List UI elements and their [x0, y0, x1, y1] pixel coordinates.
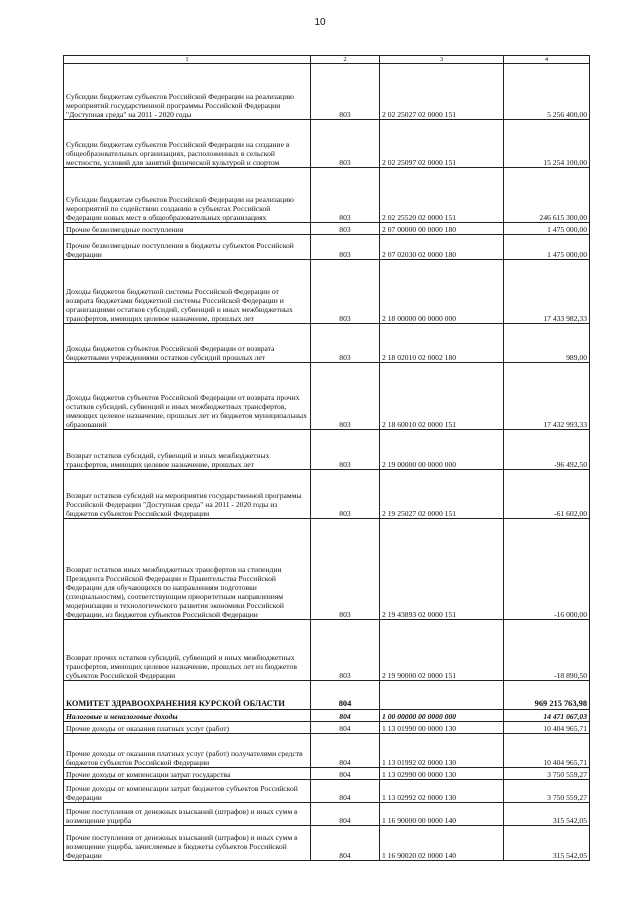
- table-header-row: [64, 56, 590, 64]
- row-classification-code: 1 16 90020 02 0000 140: [380, 826, 504, 861]
- table-row: [64, 120, 590, 168]
- column-header: 1: [64, 56, 311, 64]
- row-amount: 17 433 982,33: [504, 260, 590, 324]
- table-row: [64, 430, 590, 470]
- row-amount: 3 750 559,27: [504, 768, 590, 780]
- row-amount: 1 475 000,00: [504, 235, 590, 260]
- row-admin-code: 804: [311, 826, 380, 861]
- row-amount: 315 542,05: [504, 803, 590, 826]
- row-description: Доходы бюджетов субъектов Российской Федерации от возврата бюджетными учреждениями остатков субсидий прошлых лет: [64, 324, 311, 363]
- row-amount: 15 254 100,00: [504, 120, 590, 168]
- row-description: Доходы бюджетов субъектов Российской Федерации от возврата прочих остатков субсидий, субвенций и иных межбюджетных трансфертов, имеющих целевое назначение, прошлых лет из бюджетов муниципальных образований: [64, 363, 311, 430]
- row-admin-code: 804: [311, 768, 380, 780]
- row-description: Возврат прочих остатков субсидий, субвенций и иных межбюджетных трансфертов, имеющих целевое назначение, прошлых лет из бюджетов субъектов Российской Федерации: [64, 620, 311, 681]
- row-amount: 3 750 559,27: [504, 780, 590, 803]
- table-row: [64, 768, 590, 780]
- row-classification-code: 2 18 60010 02 0000 151: [380, 363, 504, 430]
- column-header: 3: [380, 56, 504, 64]
- row-admin-code: 803: [311, 260, 380, 324]
- row-classification-code: 1 13 01992 02 0000 130: [380, 734, 504, 768]
- row-classification-code: 2 19 00000 00 0000 000: [380, 430, 504, 470]
- row-classification-code: [380, 681, 504, 710]
- table-row: [64, 826, 590, 861]
- table-row: [64, 734, 590, 768]
- row-admin-code: 804: [311, 722, 380, 734]
- row-classification-code: 1 13 02990 00 0000 130: [380, 768, 504, 780]
- row-description: Прочие безвозмездные поступления в бюджеты субъектов Российской Федерации: [64, 235, 311, 260]
- row-amount: 14 471 067,03: [504, 710, 590, 722]
- row-admin-code: 804: [311, 681, 380, 710]
- row-amount: -96 492,50: [504, 430, 590, 470]
- row-classification-code: 1 16 90000 00 0000 140: [380, 803, 504, 826]
- row-admin-code: 804: [311, 803, 380, 826]
- table-row: [64, 324, 590, 363]
- row-description: Субсидии бюджетам субъектов Российской Федерации на создание в общеобразовательных организациях, расположенных в сельской местности, условий для занятий физической культурой и спортом: [64, 120, 311, 168]
- row-admin-code: 803: [311, 235, 380, 260]
- row-description: Прочие доходы от компенсации затрат государства: [64, 768, 311, 780]
- row-admin-code: 803: [311, 64, 380, 120]
- table-row: [64, 168, 590, 223]
- revenue-table: [63, 55, 590, 861]
- row-amount: -18 890,50: [504, 620, 590, 681]
- row-classification-code: 2 02 25097 02 0000 151: [380, 120, 504, 168]
- table-row: [64, 223, 590, 235]
- table-row: [64, 64, 590, 120]
- row-admin-code: 803: [311, 223, 380, 235]
- row-description: Прочие доходы от оказания платных услуг (работ) получателями средств бюджетов субъектов Российской Федерации: [64, 734, 311, 768]
- column-header: 2: [311, 56, 380, 64]
- table-row: [64, 803, 590, 826]
- row-amount: 246 615 300,00: [504, 168, 590, 223]
- row-amount: 17 432 993,33: [504, 363, 590, 430]
- row-description: Доходы бюджетов бюджетной системы Российской Федерации от возврата бюджетами бюджетной системы Российской Федерации и организациями остатков субсидий, субвенций и иных межбюджетных трансфертов, имеющих целевое назначение, прошлых лет: [64, 260, 311, 324]
- row-description: Субсидии бюджетам субъектов Российской Федерации на реализацию мероприятий государственной программы Российской Федерации "Доступная среда" на 2011 - 2020 годы: [64, 64, 311, 120]
- table-row: [64, 470, 590, 519]
- row-admin-code: 803: [311, 620, 380, 681]
- row-admin-code: 803: [311, 120, 380, 168]
- table-row: [64, 519, 590, 620]
- row-description: Субсидии бюджетам субъектов Российской Федерации на реализацию мероприятий по содействию созданию в субъектах Российской Федерации новых мест в общеобразовательных организациях: [64, 168, 311, 223]
- row-description: Прочие поступления от денежных взысканий (штрафов) и иных сумм в возмещение ущерба, зачисляемые в бюджеты субъектов Российской Федерации: [64, 826, 311, 861]
- row-classification-code: 1 00 00000 00 0000 000: [380, 710, 504, 722]
- column-header: 4: [504, 56, 590, 64]
- row-amount: 10 404 965,71: [504, 734, 590, 768]
- table-row: [64, 722, 590, 734]
- table-row: [64, 363, 590, 430]
- row-description: КОМИТЕТ ЗДРАВООХРАНЕНИЯ КУРСКОЙ ОБЛАСТИ: [64, 681, 311, 710]
- row-description: Возврат остатков иных межбюджетных трансфертов на стипендии Президента Российской Федерации и Правительства Российской Федерации для обучающихся по направлениям подготовки (специальностям), соответствующим приоритетным направлениям модернизации и технологического развития экономики Российской Федерации, из бюджетов субъектов Российской Федерации: [64, 519, 311, 620]
- table-row: [64, 620, 590, 681]
- page-number: 10: [314, 17, 326, 28]
- row-classification-code: 1 13 01990 00 0000 130: [380, 722, 504, 734]
- row-description: Возврат остатков субсидий, субвенций и иных межбюджетных трансфертов, имеющих целевое назначение, прошлых лет: [64, 430, 311, 470]
- row-description: Прочие поступления от денежных взысканий (штрафов) и иных сумм в возмещение ущерба: [64, 803, 311, 826]
- row-admin-code: 803: [311, 363, 380, 430]
- table-row: [64, 235, 590, 260]
- row-description: Прочие безвозмездные поступления: [64, 223, 311, 235]
- row-classification-code: 2 19 43893 02 0000 151: [380, 519, 504, 620]
- row-classification-code: 2 02 25027 02 0000 151: [380, 64, 504, 120]
- row-admin-code: 803: [311, 470, 380, 519]
- row-amount: -61 602,00: [504, 470, 590, 519]
- row-classification-code: 2 19 25027 02 0000 151: [380, 470, 504, 519]
- row-description: Прочие доходы от компенсации затрат бюджетов субъектов Российской Федерации: [64, 780, 311, 803]
- row-admin-code: 804: [311, 710, 380, 722]
- row-amount: 989,00: [504, 324, 590, 363]
- row-amount: 5 256 400,00: [504, 64, 590, 120]
- row-amount: 315 542,05: [504, 826, 590, 861]
- row-admin-code: 803: [311, 430, 380, 470]
- row-classification-code: 2 07 00000 00 0000 180: [380, 223, 504, 235]
- row-classification-code: 2 18 00000 00 0000 000: [380, 260, 504, 324]
- row-description: Возврат остатков субсидий на мероприятия государственной программы Российской Федерации "Доступная среда" на 2011 - 2020 годы из бюджетов субъектов Российской Федерации: [64, 470, 311, 519]
- row-admin-code: 803: [311, 519, 380, 620]
- row-description: Прочие доходы от оказания платных услуг (работ): [64, 722, 311, 734]
- table-row: [64, 780, 590, 803]
- row-amount: 10 404 965,71: [504, 722, 590, 734]
- row-admin-code: 803: [311, 168, 380, 223]
- row-admin-code: 804: [311, 734, 380, 768]
- row-classification-code: 2 07 02030 02 0000 180: [380, 235, 504, 260]
- row-classification-code: 2 18 02010 02 0002 180: [380, 324, 504, 363]
- row-amount: -16 000,00: [504, 519, 590, 620]
- row-admin-code: 803: [311, 324, 380, 363]
- row-classification-code: 2 02 25520 02 0000 151: [380, 168, 504, 223]
- table-row: [64, 710, 590, 722]
- row-amount: 1 475 000,00: [504, 223, 590, 235]
- row-description: Налоговые и неналоговые доходы: [64, 710, 311, 722]
- row-admin-code: 804: [311, 780, 380, 803]
- row-classification-code: 2 19 90000 02 0000 151: [380, 620, 504, 681]
- row-amount: 969 215 763,98: [504, 681, 590, 710]
- table-row: [64, 681, 590, 710]
- table-row: [64, 260, 590, 324]
- row-classification-code: 1 13 02992 02 0000 130: [380, 780, 504, 803]
